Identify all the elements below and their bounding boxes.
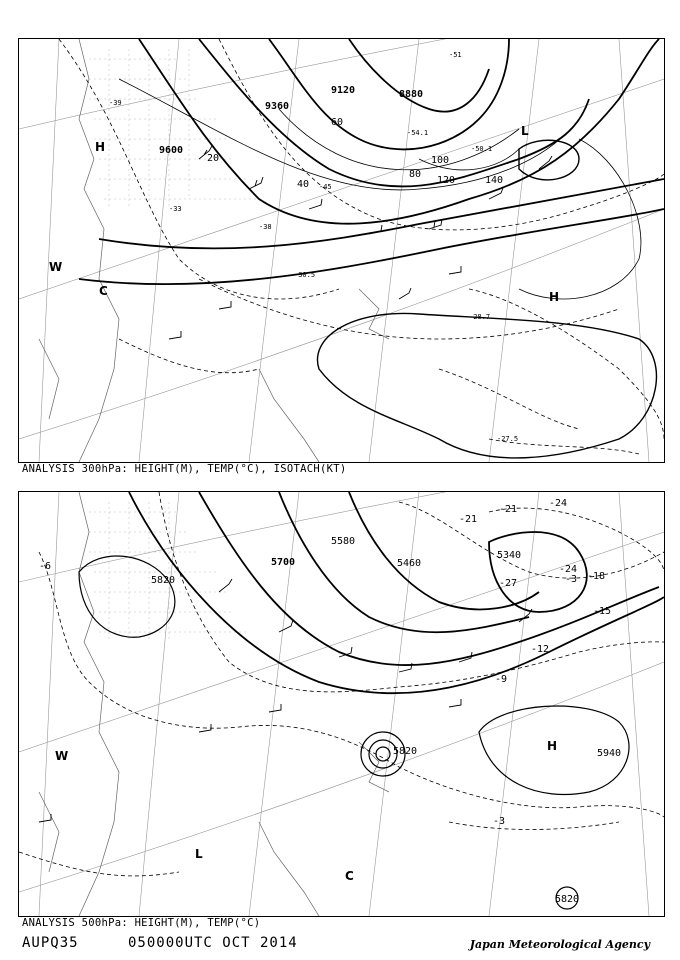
temp-label: -21 — [459, 514, 478, 525]
isotach-label: 20 — [207, 153, 220, 164]
height-label: 5340 — [497, 550, 522, 561]
isotherms — [19, 492, 664, 876]
temp-label: -27 — [499, 578, 518, 589]
height-label: 5820 — [393, 746, 418, 757]
height-label-group — [159, 85, 423, 156]
temp-label: -39 — [109, 99, 122, 107]
temp-label: -27.5 — [497, 435, 519, 443]
cold-center-label: C — [99, 284, 108, 298]
height-label: 8880 — [399, 89, 424, 100]
temp-label: -24 — [549, 498, 568, 509]
system-label-group — [55, 739, 557, 883]
height-contours — [129, 492, 664, 693]
chart-300hpa — [18, 38, 665, 463]
isotach-label: 100 — [431, 155, 450, 166]
land-hatch — [89, 49, 259, 209]
temp-label: -18 — [587, 571, 606, 582]
high-pressure-label: H — [95, 140, 106, 154]
warm-center-label: W — [55, 749, 69, 763]
height-contours — [79, 39, 664, 284]
height-label: 5460 — [397, 558, 422, 569]
high-pressure-label: H — [547, 739, 558, 753]
height-label: 9360 — [265, 101, 290, 112]
temp-label: -51 — [449, 51, 462, 59]
height-label: 5580 — [331, 536, 356, 547]
height-label: 9120 — [331, 85, 356, 96]
agency-name: Japan Meteorological Agency — [469, 938, 650, 951]
chart-300hpa-map — [19, 39, 664, 462]
temp-label: -15 — [593, 606, 612, 617]
height-contour-closed — [79, 556, 629, 909]
high-pressure-label: H — [549, 290, 560, 304]
height-label: 5820 — [151, 575, 176, 586]
coastline — [39, 492, 389, 916]
low-pressure-label: L — [195, 847, 203, 861]
valid-time: 050000UTC OCT 2014 — [128, 935, 298, 951]
isotherms — [59, 39, 664, 454]
isotach-label: 80 — [409, 169, 422, 180]
chart-500-caption: ANALYSIS 500hPa: HEIGHT(M), TEMP(°C) — [22, 917, 261, 929]
isotach-label: 120 — [437, 175, 456, 186]
temp-label: -30.5 — [294, 271, 316, 279]
temp-label: -50.1 — [471, 145, 493, 153]
height-label: 5940 — [597, 748, 622, 759]
height-label: 5700 — [271, 557, 296, 568]
warm-center-label: W — [49, 260, 63, 274]
isotachs — [119, 79, 641, 299]
temp-label: -3 — [565, 574, 578, 585]
chart-500hpa-map — [19, 492, 664, 916]
temp-label: -3 — [493, 816, 506, 827]
temp-label: -12 — [531, 644, 550, 655]
temp-label: -54.1 — [407, 129, 429, 137]
product-id: AUPQ35 — [22, 935, 79, 951]
temp-label: -28.7 — [469, 313, 491, 321]
height-label-group — [151, 536, 621, 905]
isotach-label: 60 — [331, 117, 344, 128]
temp-label: -6 — [39, 561, 52, 572]
chart-500hpa — [18, 491, 665, 917]
temp-label: -45 — [319, 183, 332, 191]
temp-label: -38 — [259, 223, 272, 231]
temp-label: -21 — [499, 504, 518, 515]
temp-label: -9 — [495, 674, 508, 685]
isotach-label: 140 — [485, 175, 504, 186]
coastline — [39, 39, 389, 462]
height-label: 9600 — [159, 145, 184, 156]
wind-barbs — [39, 579, 532, 822]
chart-300-caption: ANALYSIS 300hPa: HEIGHT(M), TEMP(°C), ISOTACH(KT) — [22, 463, 347, 475]
temp-label: -33 — [169, 205, 182, 213]
temp-label: -24 — [559, 564, 578, 575]
isotach-label: 40 — [297, 179, 310, 190]
cold-center-label: C — [345, 869, 354, 883]
height-label: 5820 — [555, 894, 580, 905]
low-pressure-label: L — [521, 124, 529, 138]
